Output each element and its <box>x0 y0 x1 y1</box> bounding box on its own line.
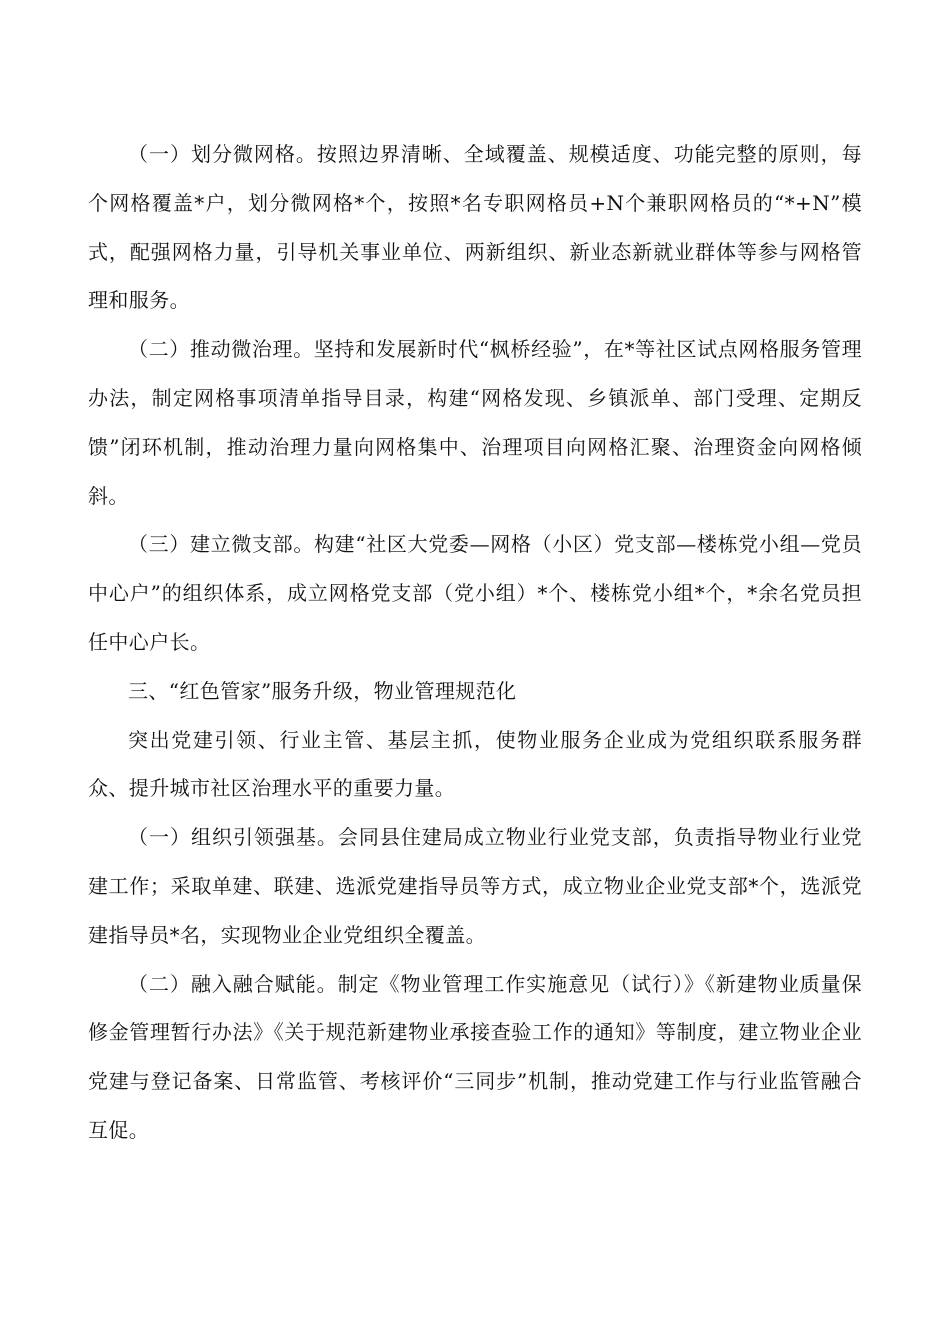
paragraph-1-micro-grid: （一）划分微网格。按照边界清晰、全域覆盖、规模适度、功能完整的原则，每个网格覆盖*户，划分微网格*个，按照*名专职网格员+N个兼职网格员的“*+N”模式，配强网格力量，引导机关事业单位、两新组织、新业态新就业群体等参与网格管理和服务。 <box>88 142 862 313</box>
paragraph-5-organization: （一）组织引领强基。会同县住建局成立物业行业党支部，负责指导物业行业党建工作；采取单建、联建、选派党建指导员等方式，成立物业企业党支部*个，选派党建指导员*名，实现物业企业党组织全覆盖。 <box>88 825 862 947</box>
document-body <box>88 130 862 1155</box>
paragraph-4-intro: 突出党建引领、行业主管、基层主抓，使物业服务企业成为党组织联系服务群众、提升城市社区治理水平的重要力量。 <box>88 727 862 801</box>
section-heading-red-steward: 三、“红色管家”服务升级，物业管理规范化 <box>128 678 517 703</box>
paragraph-2-micro-governance: （二）推动微治理。坚持和发展新时代“枫桥经验”，在*等社区试点网格服务管理办法，制定网格事项清单指导目录，构建“网格发现、乡镇派单、部门受理、定期反馈”闭环机制，推动治理力量向网格集中、治理项目向网格汇聚、治理资金向网格倾斜。 <box>88 337 862 508</box>
paragraph-6-integration: （二）融入融合赋能。制定《物业管理工作实施意见（试行）》《新建物业质量保修金管理暂行办法》《关于规范新建物业承接查验工作的通知》等制度，建立物业企业党建与登记备案、日常监管、考核评价“三同步”机制，推动党建工作与行业监管融合互促。 <box>88 971 862 1142</box>
paragraph-3-micro-branch: （三）建立微支部。构建“社区大党委—网格（小区）党支部—楼栋党小组—党员中心户”的组织体系，成立网格党支部（党小组）*个、楼栋党小组*个，*余名党员担任中心户长。 <box>88 532 862 654</box>
